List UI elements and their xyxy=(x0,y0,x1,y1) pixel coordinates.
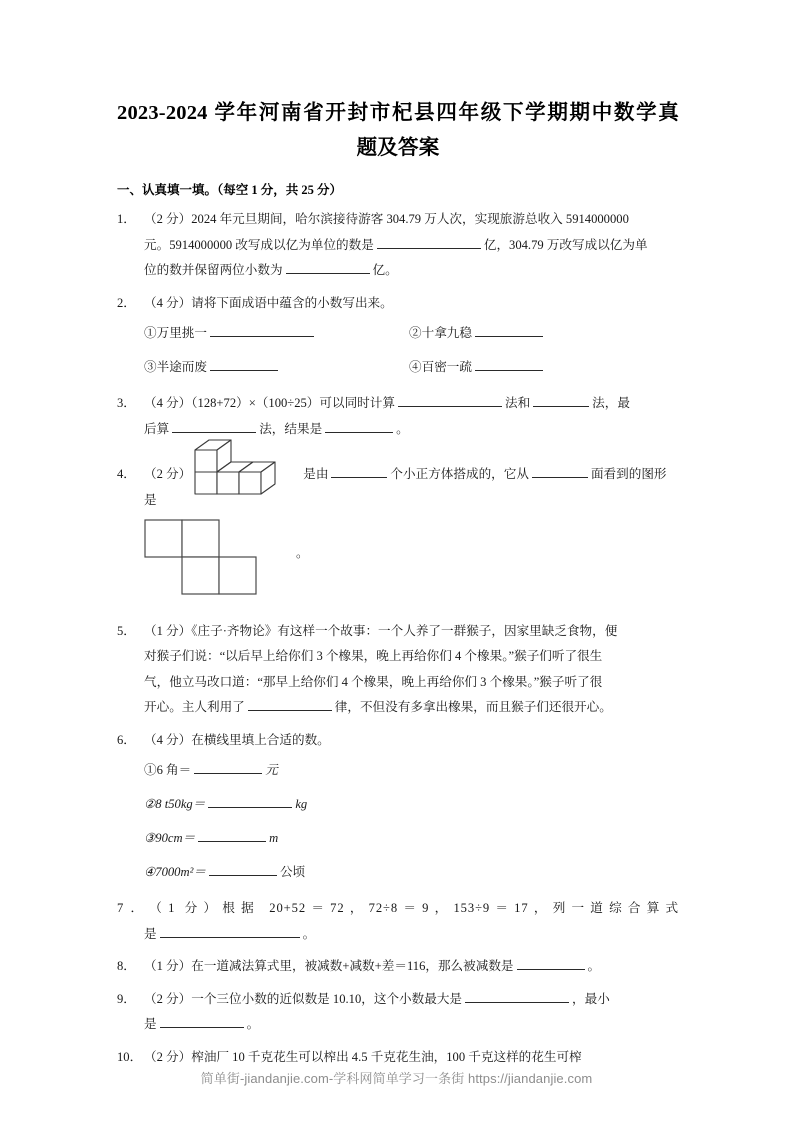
answer-blank-1-2[interactable] xyxy=(286,259,370,274)
question-4-text-c: 面看到的图形是 xyxy=(144,467,667,507)
question-9-text-2a: 是 xyxy=(144,1017,157,1031)
question-8-text-1a: 在一道减法算式里，被减数+减数+差＝116，那么被减数是 xyxy=(191,959,514,973)
question-6-number: 6． xyxy=(117,732,136,747)
answer-blank-6-2[interactable] xyxy=(208,793,292,808)
square-net-figure-icon xyxy=(144,519,304,595)
question-5-line-2: 对猴子们说：“以后早上给你们 3 个橡果，晚上再给你们 4 个橡果。”猴子们听了很生 xyxy=(144,649,603,663)
question-7-score: （1 分） xyxy=(144,901,223,915)
answer-blank-1-1[interactable] xyxy=(377,234,481,249)
question-5-line-4 xyxy=(117,695,679,721)
question-10-line-1 xyxy=(117,1045,679,1071)
question-2-item-3-label: ③半途而废 xyxy=(144,360,207,374)
question-9-text-2b: 。 xyxy=(246,1017,260,1031)
question-2-item-2 xyxy=(409,316,669,350)
question-6-item-1-unit: 元 xyxy=(265,763,278,777)
question-8-number: 8． xyxy=(117,959,136,973)
question-4-text-b: 个小正方体搭成的，它从 xyxy=(390,467,529,481)
question-8-text-1b: 。 xyxy=(587,959,601,973)
question-9-text-1a: 一个三位小数的近似数是 10.10，这个小数最大是 xyxy=(191,991,462,1006)
question-2-item-2-label: ②十拿九稳 xyxy=(409,326,472,340)
title-line-1: 2023-2024 学年河南省开封市杞县四年级下学期期中数学真 xyxy=(117,102,679,124)
document-content xyxy=(117,96,679,1070)
question-4-figure-period: 。 xyxy=(296,546,309,560)
question-6-text: 在横线里填上合适的数。 xyxy=(191,732,330,747)
question-1-line-2 xyxy=(117,233,679,259)
question-6-item-2 xyxy=(144,787,416,821)
question-1-text-3b: 亿。 xyxy=(372,263,398,277)
question-8 xyxy=(117,954,679,980)
question-3-text-2c: 。 xyxy=(396,421,409,436)
answer-blank-6-3[interactable] xyxy=(198,827,266,842)
question-2-item-4 xyxy=(409,350,669,384)
question-5-line-1 xyxy=(117,619,679,645)
question-4-score: （2 分） xyxy=(144,467,192,481)
question-1-text-2b: 亿，304.79 万改写成以亿为单 xyxy=(483,237,648,252)
cube-stack-figure-icon xyxy=(187,432,292,504)
question-9-number: 9． xyxy=(117,991,136,1006)
question-8-line-1 xyxy=(117,954,679,980)
question-3-text-1c: 法，最 xyxy=(592,396,630,410)
answer-blank-2-3[interactable] xyxy=(210,356,278,371)
question-6-item-1-pre: ①6 角＝ xyxy=(144,763,192,777)
question-6-item-3-unit: m xyxy=(269,831,279,845)
footer-watermark: 简单街-jiandanjie.com-学科网简单学习一条街 https://jiandanjie.com xyxy=(200,1071,593,1086)
question-2-row-1 xyxy=(117,316,679,350)
question-7 xyxy=(117,896,679,947)
question-2-item-1 xyxy=(144,316,409,350)
question-6-score: （4 分） xyxy=(144,732,192,747)
question-2-item-3 xyxy=(144,350,409,384)
question-7-line-2 xyxy=(117,922,679,948)
question-1-score: （2 分） xyxy=(144,212,192,226)
question-2-text: 请将下面成语中蕴含的小数写出来。 xyxy=(191,295,393,310)
answer-blank-2-1[interactable] xyxy=(210,322,314,337)
title-line-2: 题及答案 xyxy=(356,137,440,159)
question-3-text-1a: （128+72）×（100÷25）可以同时计算 xyxy=(191,396,395,410)
square-net-figure-wrap xyxy=(144,519,679,605)
question-3-text-2a: 后算 xyxy=(144,421,170,436)
question-6-item-1 xyxy=(144,753,416,787)
question-10 xyxy=(117,1045,679,1071)
question-1-line-3 xyxy=(117,258,679,284)
question-7-text-2b: 。 xyxy=(302,926,316,941)
question-10-number: 10． xyxy=(117,1049,143,1064)
question-3-score: （4 分） xyxy=(144,396,192,410)
question-5-text-4b: 律，不但没有多拿出橡果，而且猴子们还很开心。 xyxy=(334,700,612,714)
question-10-text-1: 榨油厂 10 千克花生可以榨出 4.5 千克花生油，100 千克这样的花生可榨 xyxy=(191,1049,582,1064)
question-6-item-3 xyxy=(144,821,416,855)
question-2-score: （4 分） xyxy=(144,295,192,310)
question-6 xyxy=(117,728,679,890)
question-2-number: 2． xyxy=(117,295,136,310)
question-5 xyxy=(117,619,679,721)
question-5-text-4a: 开心。主人利用了 xyxy=(144,700,245,714)
question-9-text-1b: ，最小 xyxy=(572,991,610,1006)
question-6-item-4-pre: ④7000m²＝ xyxy=(144,865,206,879)
answer-blank-4-1[interactable] xyxy=(331,463,387,478)
question-3-text-1b: 法和 xyxy=(504,396,531,410)
question-9-score: （2 分） xyxy=(144,991,192,1006)
question-1-number: 1． xyxy=(117,212,136,226)
question-9-line-2 xyxy=(117,1012,679,1038)
question-2-item-1-label: ①万里挑一 xyxy=(144,326,207,340)
answer-blank-8-1[interactable] xyxy=(517,955,585,970)
question-6-stem xyxy=(117,728,679,754)
answer-blank-6-4[interactable] xyxy=(209,861,277,876)
question-5-number: 5． xyxy=(117,623,136,638)
question-6-item-3-pre: ③90cm＝ xyxy=(144,831,196,845)
answer-blank-3-3[interactable] xyxy=(172,418,256,433)
question-6-item-2-pre: ②8 t50kg＝ xyxy=(144,797,206,811)
answer-blank-3-1[interactable] xyxy=(398,392,502,407)
question-4-number: 4． xyxy=(117,467,136,481)
question-2-item-4-label: ④百密一疏 xyxy=(409,360,472,374)
question-1-text-2a: 元。5914000000 改写成以亿为单位的数是 xyxy=(144,237,374,252)
question-6-item-4 xyxy=(144,855,416,889)
question-3-number: 3． xyxy=(117,396,136,410)
answer-blank-2-2[interactable] xyxy=(475,322,543,337)
question-3-line-1 xyxy=(117,391,679,417)
question-5-text-1: 《庄子·齐物论》有这样一个故事：一个人养了一群猴子，因家里缺乏食物，便 xyxy=(191,623,618,638)
answer-blank-3-2[interactable] xyxy=(533,392,589,407)
answer-blank-4-2[interactable] xyxy=(532,463,588,478)
question-4 xyxy=(117,462,679,605)
question-6-row-1 xyxy=(117,753,679,821)
page-title xyxy=(117,96,679,166)
question-5-score: （1 分） xyxy=(144,623,192,638)
question-7-line-1 xyxy=(117,896,679,922)
answer-blank-2-4[interactable] xyxy=(475,356,543,371)
question-6-row-2 xyxy=(117,821,679,889)
question-3-text-2b: 法，结果是 xyxy=(259,421,323,436)
question-6-item-4-unit: 公顷 xyxy=(279,865,306,879)
question-7-text-2a: 是 xyxy=(144,926,157,941)
question-2 xyxy=(117,291,679,385)
answer-blank-9-2[interactable] xyxy=(160,1013,244,1028)
question-10-score: （2 分） xyxy=(144,1049,192,1064)
question-7-text-1: 根据 20+52＝72，72÷8＝9，153÷9＝17，列一道综合算式 xyxy=(222,901,679,915)
question-1-text-3a: 位的数并保留两位小数为 xyxy=(144,263,283,277)
question-1-line-1 xyxy=(117,207,679,233)
question-2-row-2 xyxy=(117,350,679,384)
answer-blank-6-1[interactable] xyxy=(194,759,262,774)
answer-blank-7-1[interactable] xyxy=(160,923,300,938)
question-8-score: （1 分） xyxy=(144,959,192,973)
question-1-text-1: 2024 年元旦期间，哈尔滨接待游客 304.79 万人次，实现旅游总收入 5914000000 xyxy=(191,212,629,226)
question-9-line-1 xyxy=(117,987,679,1013)
question-5-line-3: 气，他立马改口道：“那早上给你们 4 个橡果，晚上再给你们 3 个橡果。”猴子听了很 xyxy=(144,674,603,689)
answer-blank-9-1[interactable] xyxy=(465,988,569,1003)
question-1 xyxy=(117,207,679,284)
question-7-number: 7． xyxy=(117,901,144,915)
answer-blank-3-4[interactable] xyxy=(325,418,393,433)
section-heading: 一、认真填一填。（每空 1 分，共 25 分） xyxy=(117,183,343,197)
question-9 xyxy=(117,987,679,1038)
question-6-item-2-unit: kg xyxy=(295,797,308,811)
question-2-stem xyxy=(117,291,679,317)
answer-blank-5-1[interactable] xyxy=(248,696,332,711)
question-4-text-a: 是由 xyxy=(303,467,329,481)
